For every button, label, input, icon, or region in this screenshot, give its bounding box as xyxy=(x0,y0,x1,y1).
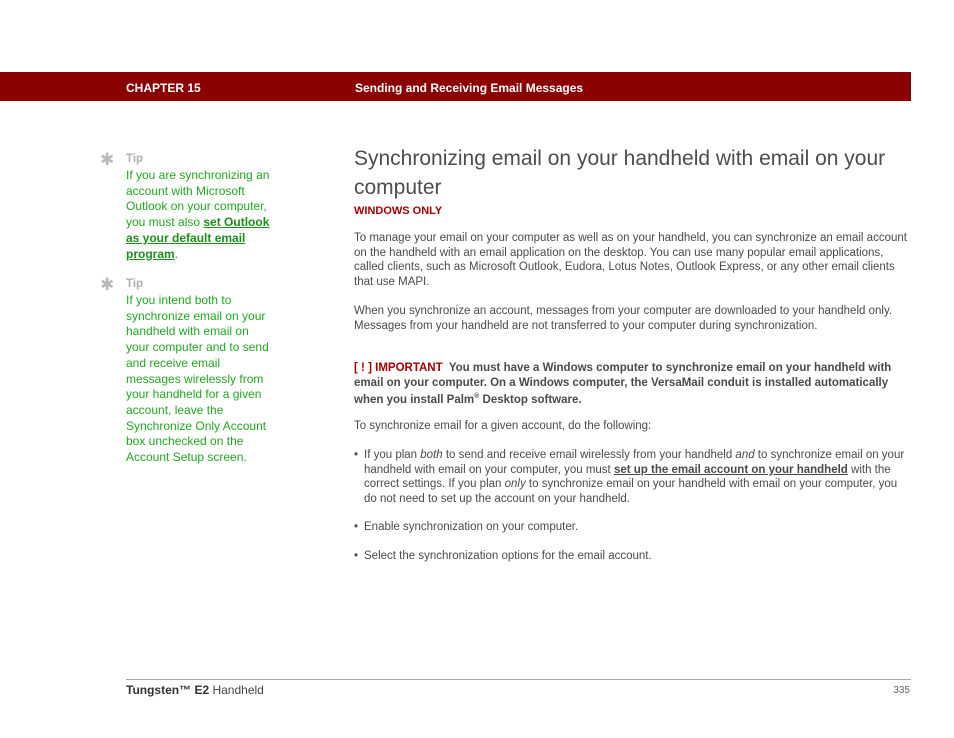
important-label: IMPORTANT xyxy=(375,362,443,374)
tip-label: Tip xyxy=(126,153,144,165)
footer-divider xyxy=(126,679,911,680)
important-bracket: [ xyxy=(354,362,358,374)
tip-text xyxy=(126,168,274,262)
list-item-text: If you plan both to send and receive email wirelessly from your handheld and to synchronize email on your handheld with email on your computer, you must set up the email account on your handheld with the correct settings. If you plan only to synchronize email on your handheld with email on your computer, you do not need to set up the account on your handheld. xyxy=(364,449,905,505)
set-up-email-account-link[interactable]: set up the email account on your handheld xyxy=(613,463,848,476)
chapter-header-bar xyxy=(0,72,911,101)
asterisk-icon: ✱ xyxy=(100,150,115,169)
tip-text-part: If you are synchronizing an account with Microsoft Outlook on your computer, you must also xyxy=(126,168,270,230)
important-text: You must have a Windows computer to synchronize email on your handheld with email on your computer. On a Windows computer, the VersaMail conduit is installed automatically when you install Palm xyxy=(354,362,892,407)
product-name: Tungsten™ E2 xyxy=(126,683,210,697)
steps-intro: To synchronize email for a given account, do the following: xyxy=(354,420,652,432)
bullet-icon: • xyxy=(354,449,359,461)
tip-text-part: . xyxy=(174,246,179,261)
bullet-icon: • xyxy=(354,521,359,533)
intro-paragraph: To manage your email on your computer as well as on your handheld, you can synchronize an email account on the handheld with an email application on the desktop. You can use many popular email applications, called clients, such as Microsoft Outlook, Eudora, Lotus Notes, Outlook Express, or any other email clients that use MAPI. xyxy=(354,232,907,288)
windows-only-label: WINDOWS ONLY xyxy=(354,205,443,217)
tip-text: If you intend both to synchronize email on your handheld with email on your computer and to send and receive email messages wirelessly from your handheld for a given account, leave the Synchronize Only Account box unchecked on the Account Setup screen. xyxy=(126,293,269,465)
list-item xyxy=(354,549,910,564)
list-item xyxy=(354,448,910,506)
list-item-text: Select the synchronization options for the email account. xyxy=(364,550,652,562)
important-note xyxy=(354,361,914,408)
download-paragraph: When you synchronize an account, messages from your computer are downloaded to your handheld only. Messages from your handheld are not transferred to your computer during synchronization. xyxy=(354,305,893,332)
section-title: Synchronizing email on your handheld with email on your computer xyxy=(354,147,886,199)
set-outlook-default-link[interactable]: set Outlook as your default email program xyxy=(126,215,270,261)
footer-product xyxy=(126,683,264,697)
list-item-text: Enable synchronization on your computer. xyxy=(364,521,579,533)
important-text-after: Desktop software. xyxy=(479,394,582,407)
chapter-title: Sending and Receiving Email Messages xyxy=(355,81,584,95)
product-suffix: Handheld xyxy=(209,683,264,697)
registered-mark: ® xyxy=(474,393,480,401)
exclamation-icon: ! xyxy=(361,362,365,374)
important-bracket: ] xyxy=(368,362,372,374)
list-item xyxy=(354,520,910,535)
chapter-number: CHAPTER 15 xyxy=(126,81,201,95)
bullet-icon: • xyxy=(354,550,359,562)
tip-label: Tip xyxy=(126,278,144,290)
page-number: 335 xyxy=(893,685,910,696)
asterisk-icon: ✱ xyxy=(100,275,115,294)
